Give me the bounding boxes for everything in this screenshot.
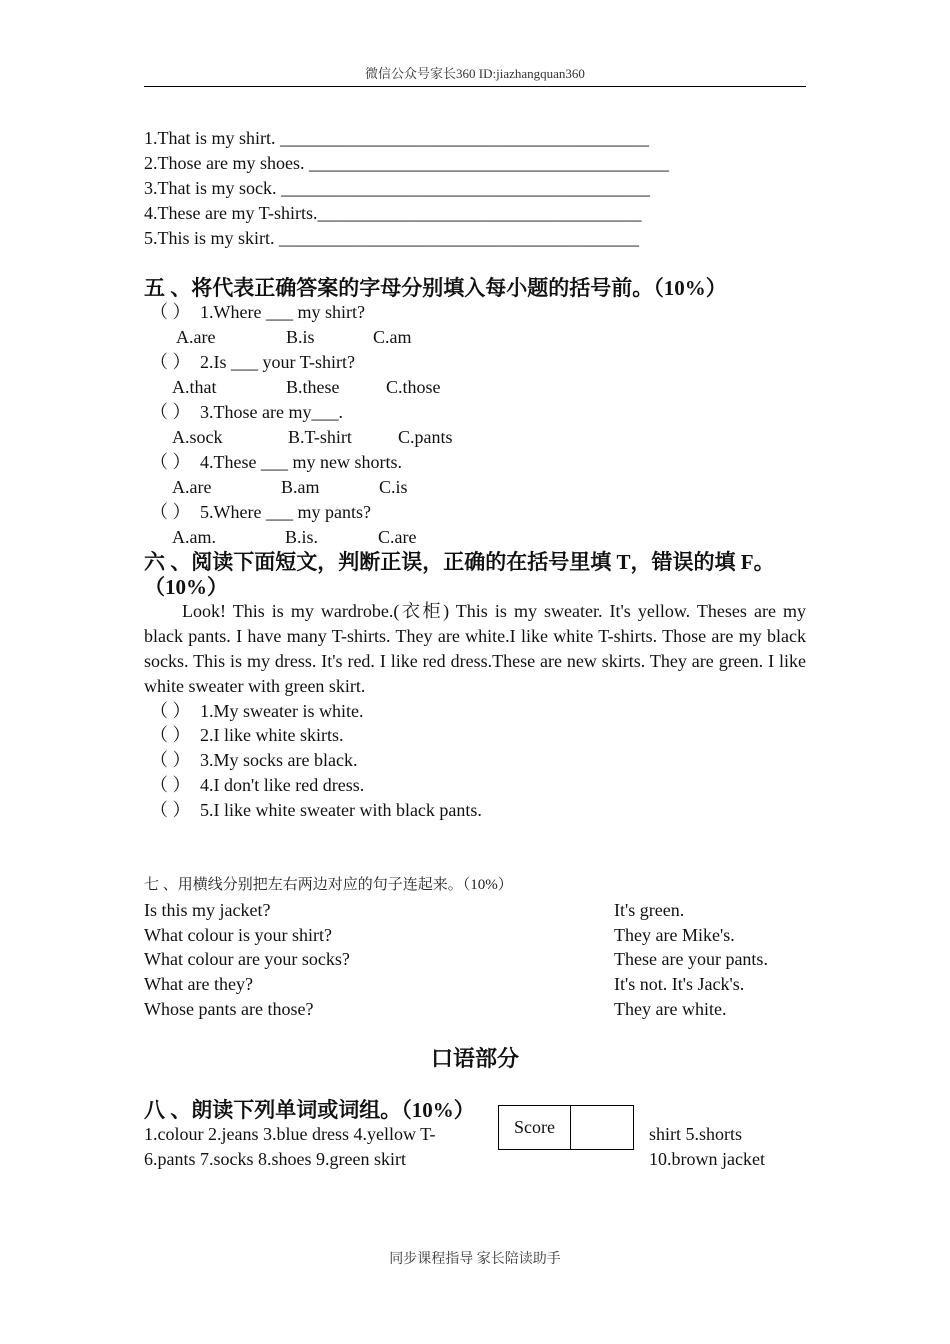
words-right-line-1: shirt 5.shorts: [649, 1124, 743, 1144]
s6-statement-2: [150, 723, 343, 748]
option-b: B.am: [281, 477, 320, 497]
s6-statement-3: [150, 748, 357, 773]
match-right-5: They are white.: [614, 999, 727, 1019]
words-right-line-2: 10.brown jacket: [649, 1149, 765, 1169]
answer-paren[interactable]: （ ）: [150, 800, 191, 820]
s5-options-3: [172, 425, 453, 450]
s5-question-5: [150, 500, 371, 525]
s6-statement-4: [150, 773, 364, 798]
match-right-1: It's green.: [614, 900, 685, 920]
statement-text: 2.I like white skirts.: [200, 725, 344, 745]
option-b: B.is.: [285, 527, 319, 547]
match-left-5: Whose pants are those?: [144, 999, 314, 1019]
s5-options-4: [172, 475, 408, 500]
transform-line-2: 2.Those are my shoes. ________________________________________: [144, 153, 669, 173]
option-a: A.that: [172, 377, 217, 397]
oral-section-title: 口语部分: [430, 1046, 519, 1071]
answer-paren[interactable]: （ ）: [150, 701, 191, 721]
score-label: Score: [499, 1106, 571, 1149]
s5-question-2: [150, 350, 355, 375]
statement-text: 3.My socks are black.: [200, 750, 358, 770]
page-header: 微信公众号家长360 ID:jiazhangquan360: [144, 66, 806, 87]
option-c: C.those: [386, 377, 441, 397]
answer-paren[interactable]: （ ）: [150, 502, 191, 522]
section8-title: 八 、朗读下列单词或词组。（10%）: [144, 1098, 475, 1122]
s5-options-5: [172, 525, 416, 550]
statement-text: 4.I don't like red dress.: [200, 775, 365, 795]
answer-paren[interactable]: （ ）: [150, 452, 191, 472]
option-a: A.am.: [172, 527, 216, 547]
option-b: B.is: [286, 327, 315, 347]
section7-title: 七 、用横线分别把左右两边对应的句子连起来。（10%）: [144, 877, 513, 893]
score-box: [498, 1105, 634, 1150]
match-left-2: What colour is your shirt?: [144, 925, 332, 945]
match-right-2: They are Mike's.: [614, 925, 735, 945]
match-left-1: Is this my jacket?: [144, 900, 271, 920]
s5-options-2: [172, 375, 441, 400]
answer-paren[interactable]: （ ）: [150, 302, 191, 322]
option-c: C.is: [379, 477, 408, 497]
option-a: A.are: [176, 327, 216, 347]
words-left-line-2: 6.pants 7.socks 8.shoes 9.green skirt: [144, 1149, 406, 1169]
question-text: 5.Where ___ my pants?: [200, 502, 371, 522]
section6-title-score: （10%）: [144, 575, 228, 599]
answer-paren[interactable]: （ ）: [150, 775, 191, 795]
s6-statement-1: [150, 699, 363, 724]
question-text: 4.These ___ my new shorts.: [200, 452, 402, 472]
transform-line-4: 4.These are my T-shirts.____________________________________: [144, 203, 642, 223]
page-footer: 同步课程指导 家长陪读助手: [389, 1252, 561, 1267]
reading-passage: Look! This is my wardrobe.(衣柜) This is my sweater. It's yellow. Theses are my black pants. I have many T-shirts. They are white.I like white T-shirts. Those are my black socks. This is my dress. It's red. I like red dress.These are new skirts. They are green. I like white sweater with green skirt.: [144, 601, 806, 696]
statement-text: 1.My sweater is white.: [200, 701, 364, 721]
statement-text: 5.I like white sweater with black pants.: [200, 800, 482, 820]
option-c: C.am: [373, 327, 412, 347]
s6-statement-5: [150, 798, 482, 823]
match-left-4: What are they?: [144, 974, 253, 994]
answer-paren[interactable]: （ ）: [150, 725, 191, 745]
option-b: B.T-shirt: [288, 427, 352, 447]
transform-line-3: 3.That is my sock. _________________________________________: [144, 178, 650, 198]
match-right-3: These are your pants.: [614, 949, 768, 969]
s5-question-1: [150, 300, 365, 325]
transform-line-1: 1.That is my shirt. _________________________________________: [144, 128, 649, 148]
section5-title: 五 、将代表正确答案的字母分别填入每小题的括号前。（10%）: [144, 276, 727, 300]
s5-question-4: [150, 450, 402, 475]
section6-title: 六 、阅读下面短文，判断正误，正确的在括号里填 T，错误的填 F。: [144, 550, 775, 574]
question-text: 3.Those are my___.: [200, 402, 343, 422]
answer-paren[interactable]: （ ）: [150, 750, 191, 770]
score-input[interactable]: [571, 1106, 633, 1149]
option-c: C.pants: [398, 427, 453, 447]
option-a: A.are: [172, 477, 212, 497]
match-left-3: What colour are your socks?: [144, 949, 350, 969]
transform-line-5: 5.This is my skirt. ________________________________________: [144, 228, 640, 248]
question-text: 1.Where ___ my shirt?: [200, 302, 365, 322]
match-right-4: It's not. It's Jack's.: [614, 974, 745, 994]
words-left-line-1: 1.colour 2.jeans 3.blue dress 4.yellow T-: [144, 1124, 436, 1144]
option-b: B.these: [286, 377, 340, 397]
option-a: A.sock: [172, 427, 223, 447]
s5-options-1: [176, 325, 412, 350]
answer-paren[interactable]: （ ）: [150, 402, 191, 422]
s5-question-3: [150, 400, 343, 425]
answer-paren[interactable]: （ ）: [150, 352, 191, 372]
question-text: 2.Is ___ your T-shirt?: [200, 352, 355, 372]
option-c: C.are: [378, 527, 417, 547]
